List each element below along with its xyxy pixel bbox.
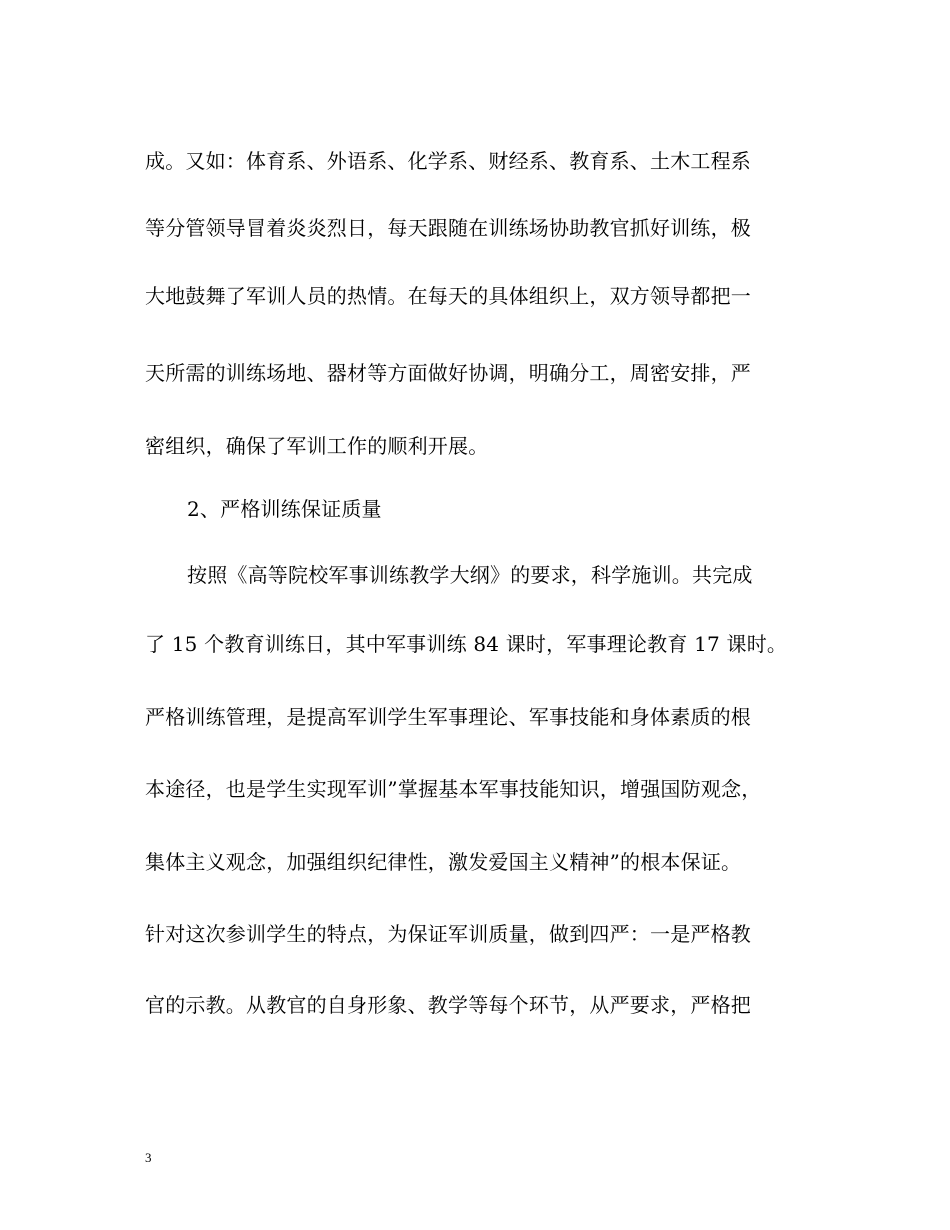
paragraph-line: 成。又如：体育系、外语系、化学系、财经系、教育系、土木工程系 (145, 149, 751, 173)
paragraph-line: 等分管领导冒着炎炎烈日，每天跟随在训练场协助教官抓好训练，极 (145, 216, 751, 240)
paragraph-line: 按照《高等院校军事训练教学大纲》的要求，科学施训。共完成 (187, 563, 753, 587)
paragraph-line: 严格训练管理，是提高军训学生军事理论、军事技能和身体素质的根 (145, 705, 751, 729)
paragraph-line: 了 15 个教育训练日，其中军事训练 84 课时，军事理论教育 17 课时。 (145, 632, 788, 656)
paragraph-line: 针对这次参训学生的特点，为保证军训质量，做到四严：一是严格教 (145, 922, 751, 946)
page-number: 3 (145, 1150, 152, 1165)
paragraph-line: 官的示教。从教官的自身形象、教学等每个环节，从严要求，严格把 (145, 993, 751, 1017)
section-heading: 2、严格训练保证质量 (187, 497, 382, 521)
paragraph-line: 密组织，确保了军训工作的顺利开展。 (145, 434, 489, 458)
paragraph-line: 天所需的训练场地、器材等方面做好协调，明确分工，周密安排，严 (145, 361, 751, 385)
paragraph-line: 集体主义观念，加强组织纪律性，激发爱国主义精神”的根本保证。 (145, 850, 742, 874)
paragraph-line: 大地鼓舞了军训人员的热情。在每天的具体组织上，双方领导都把一 (145, 284, 751, 308)
paragraph-line: 本途径，也是学生实现军训”掌握基本军事技能知识，增强国防观念， (145, 777, 762, 801)
